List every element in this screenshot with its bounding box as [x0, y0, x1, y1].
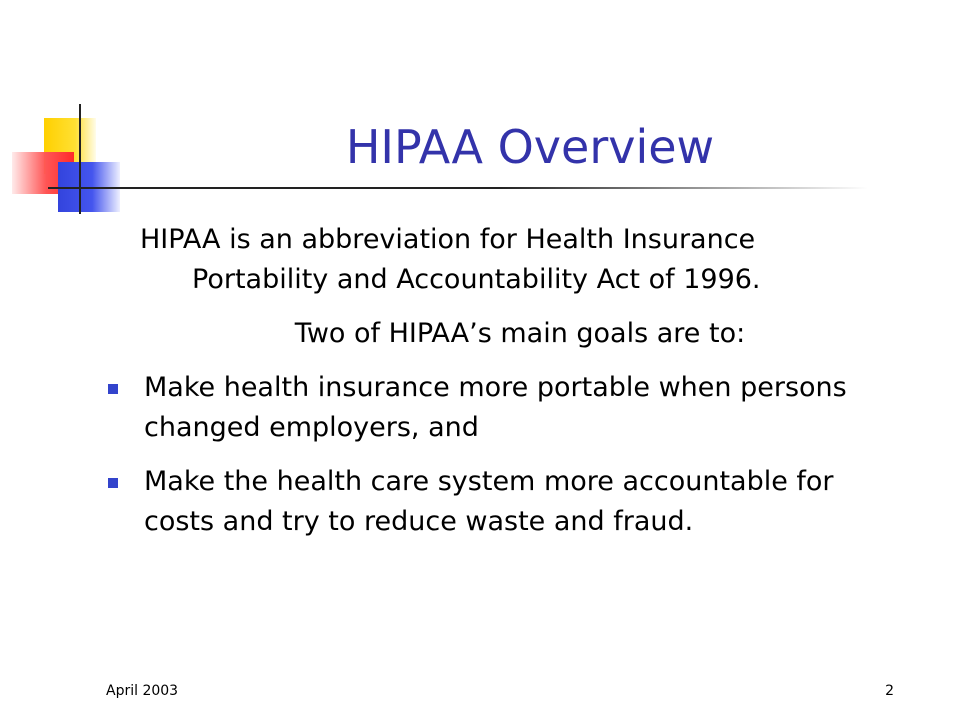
- bullet-square-icon: [108, 478, 118, 488]
- intro-line-2: Portability and Accountability Act of 1996.: [192, 264, 761, 295]
- page-number: 2: [885, 683, 894, 699]
- bullet-text: Make health insurance more portable when persons changed employers, and: [144, 372, 847, 443]
- bullet-list: [108, 368, 908, 556]
- vertical-rule: [79, 104, 81, 214]
- title-underline: [48, 187, 868, 189]
- intro-paragraph: [140, 220, 900, 300]
- slide-title: HIPAA Overview: [345, 120, 715, 174]
- bullet-square-icon: [108, 384, 118, 394]
- goals-heading: Two of HIPAA’s main goals are to:: [294, 318, 746, 349]
- bullet-item: [108, 462, 908, 542]
- bullet-text: Make the health care system more accountable for costs and try to reduce waste and fraud.: [144, 466, 834, 537]
- footer-date: April 2003: [106, 683, 179, 699]
- bullet-item: [108, 368, 908, 448]
- intro-line-1: HIPAA is an abbreviation for Health Insurance: [140, 224, 756, 255]
